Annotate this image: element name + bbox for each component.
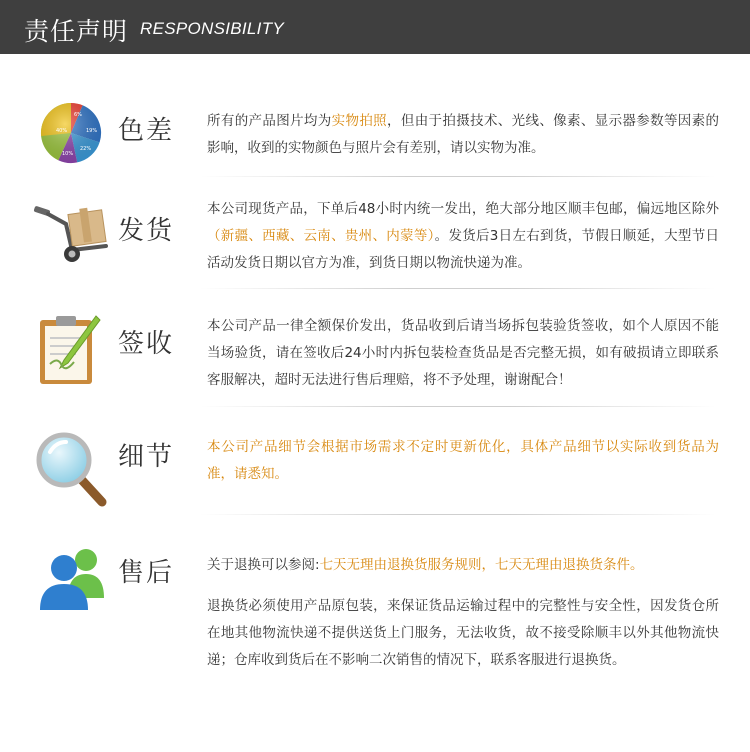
after-sales-paragraph: 退换货必须使用产品原包装，来保证货品运输过程中的完整性与安全性，因发货仓所在地其他物流快递不提供送货上门服务，无法收货，故不接受除顺丰以外其他物流快递；仓库收到货后在不影响二次销售的情况下，联系客服进行退换货。 [207,598,719,668]
section-title: 发货 [118,216,175,246]
text-segment: 所有的产品图片均为 [207,113,332,129]
pie-chart-icon [38,100,104,166]
divider [200,406,716,407]
highlight-text: 实物拍照 [331,113,388,129]
pie-label: 22% [80,146,92,152]
pie-label: 19% [86,128,98,134]
pie-label: 10% [62,151,74,157]
section-text [207,196,719,277]
divider [200,514,716,515]
text-segment: ，但由于拍摄技术、光线、像素、显示器参数等因素的影响，收到的实物颜色与照片会有差别，请以实物为准。 [207,113,720,156]
page-title: 责任声明 [24,17,129,46]
highlight-link-text[interactable]: 七天无理由退换货服务规则，七天无理由退换货条件。 [319,557,644,573]
text-segment: 本公司现货产品，下单后48小时内统一发出，绝大部分地区顺丰包邮，偏远地区除外 [207,201,719,217]
pie-label: 40% [56,128,68,134]
users-icon [36,546,110,612]
page-subtitle: RESPONSIBILITY [140,19,285,38]
divider [200,288,716,289]
section-text [207,108,719,162]
section-title: 色差 [118,116,175,146]
section-title: 售后 [118,558,175,588]
section-text: 本公司产品一律全额保价发出，货品收到后请当场拆包装验货签收，如个人原因不能当场验货，请在签收后24小时内拆包装检查货品是否完整无损，如有破损请立即联系客服解决，超时无法进行售后理赔，将不予处理，谢谢配合！ [207,318,719,388]
text-segment: 关于退换可以参阅: [207,557,320,573]
header-bar [0,0,750,54]
pie-label: 6% [74,112,82,118]
section-text [207,552,719,674]
section-text: 本公司产品细节会根据市场需求不定时更新优化，具体产品细节以实际收到货品为准，请悉知。 [207,439,719,482]
clipboard-icon [36,312,102,388]
section-title: 签收 [118,329,175,359]
text-segment: 。发货后3日左右到货，节假日顺延，大型节日活动发货日期以官方为准，到货日期以物流快递为准。 [207,228,720,271]
section-title: 细节 [118,442,175,472]
highlight-text: （新疆、西藏、云南、贵州、内蒙等） [207,228,435,244]
magnifier-icon [36,430,110,508]
divider [200,176,716,177]
hand-truck-icon [32,198,112,264]
after-sales-line [207,552,719,579]
